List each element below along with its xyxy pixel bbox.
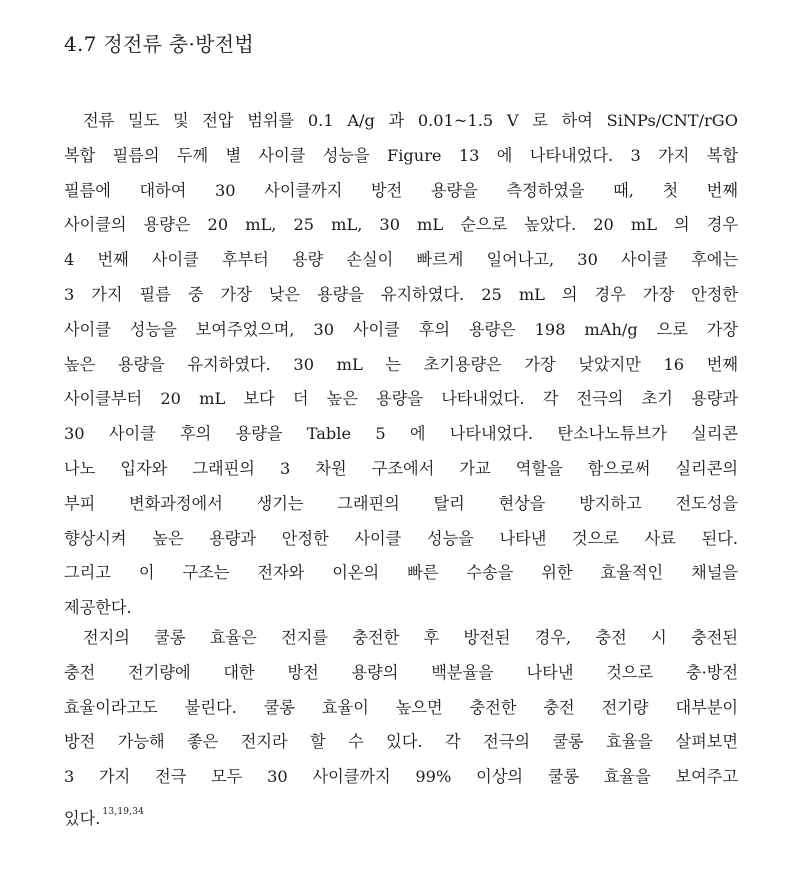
text-line: 방전 가능해 좋은 전지라 할 수 있다. 각 전극의 쿨롱 효율을 살펴보면 xyxy=(64,732,738,752)
text-line: 전지의 쿨롱 효율은 전지를 충전한 후 방전된 경우, 충전 시 충전된 xyxy=(83,628,738,647)
text-line: 30 사이클 후의 용량을 Table 5 에 나타내었다. 탄소나노튜브가 실리콘 xyxy=(64,424,738,444)
text-line: 나노 입자와 그래핀의 3 차원 구조에서 가교 역할을 함으로써 실리콘의 xyxy=(64,458,738,478)
text-line: 필름에 대하여 30 사이클까지 방전 용량을 측정하였을 때, 첫 번째 xyxy=(64,180,738,200)
text-line: 부피 변화과정에서 생기는 그래핀의 탈리 현상을 방지하고 전도성을 xyxy=(64,493,738,513)
text-line: 사이클부터 20 mL 보다 더 높은 용량을 나타내었다. 각 전극의 초기 용량과 xyxy=(64,389,738,409)
text-line: 효율이라고도 불린다. 쿨롱 효율이 높으면 충전한 충전 전기량 대부분이 xyxy=(64,697,738,717)
text-line: 있다. xyxy=(64,808,101,828)
text-line-with-citation xyxy=(64,795,738,830)
section-heading: 4.7 정전류 충·방전법 xyxy=(64,32,255,56)
text-line: 충전 전기량에 대한 방전 용량의 백분율을 나타낸 것으로 충·방전 xyxy=(64,662,738,682)
text-line: 3 가지 필름 중 가장 낮은 용량을 유지하였다. 25 mL 의 경우 가장 안정한 xyxy=(64,284,738,304)
paragraph-coulombic-efficiency xyxy=(64,621,738,830)
text-line: 전류 밀도 및 전압 범위를 0.1 A/g 과 0.01~1.5 V 로 하여 SiNPs/CNT/rGO xyxy=(83,111,738,130)
text-line: 3 가지 전극 모두 30 사이클까지 99% 이상의 쿨롱 효율을 보여주고 xyxy=(64,767,738,787)
text-line: 사이클 성능을 보여주었으며, 30 사이클 후의 용량은 198 mAh/g 으로 가장 xyxy=(64,319,738,339)
text-line: 높은 용량을 유지하였다. 30 mL 는 초기용량은 가장 낮았지만 16 번째 xyxy=(64,354,738,374)
paragraph-cycle-performance xyxy=(64,104,738,626)
text-line: 그리고 이 구조는 전자와 이온의 빠른 수송을 위한 효율적인 채널을 xyxy=(64,563,738,583)
text-line: 향상시켜 높은 용량과 안정한 사이클 성능을 나타낸 것으로 사료 된다. xyxy=(64,528,738,548)
text-line: 사이클의 용량은 20 mL, 25 mL, 30 mL 순으로 높았다. 20 mL 의 경우 xyxy=(64,215,738,235)
citation-reference: 13,19,34 xyxy=(102,806,145,817)
text-line: 4 번째 사이클 후부터 용량 손실이 빠르게 일어나고, 30 사이클 후에는 xyxy=(64,250,738,270)
text-line: 제공한다. xyxy=(64,598,132,618)
text-line: 복합 필름의 두께 별 사이클 성능을 Figure 13 에 나타내었다. 3 가지 복합 xyxy=(64,145,738,165)
